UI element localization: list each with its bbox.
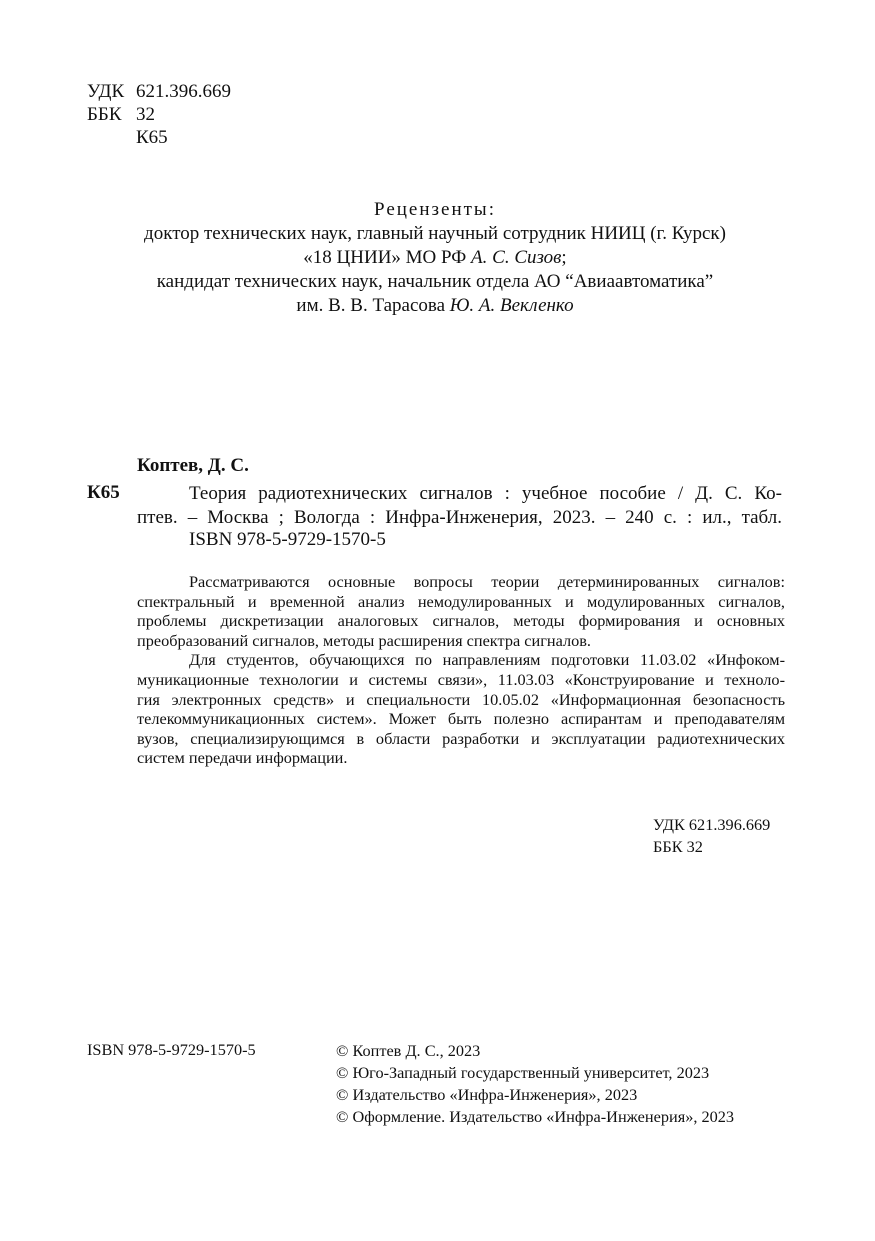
- catalog-line-2: [137, 506, 782, 530]
- catalog-word: 240: [625, 507, 654, 528]
- abstract-line: Рассматриваются основные вопросы теории детерминированных сигналов:: [189, 572, 785, 591]
- catalog-code: К65: [87, 482, 120, 503]
- copyright-line: © Юго-Западный государственный университет, 2023: [336, 1063, 710, 1082]
- catalog-word: –: [605, 507, 616, 528]
- reviewer-2-line-1: кандидат технических наук, начальник отдела АО “Авиаавтоматика”: [156, 271, 714, 292]
- reviewer-1-line-1: доктор технических наук, главный научный сотрудник НИИЦ (г. Курск): [144, 223, 726, 244]
- reviewer-1-line-2: [90, 246, 780, 270]
- catalog-word: ил.,: [702, 507, 732, 528]
- catalog-word: сигналов: [419, 483, 493, 504]
- bbk-value: 32: [136, 104, 155, 125]
- udk-right: УДК 621.396.669: [653, 815, 771, 834]
- catalog-word: Теория: [189, 483, 247, 504]
- udk-row: [87, 80, 231, 103]
- reviewer-1-affiliation: «18 ЦНИИ» МО РФ: [303, 247, 472, 268]
- bbk-row: [87, 103, 231, 126]
- catalog-isbn: ISBN 978-5-9729-1570-5: [189, 529, 386, 550]
- catalog-word: Д.: [695, 483, 713, 504]
- abstract-line: вузов, специализирующимся в области разработки и эксплуатации радиотехнических: [137, 728, 785, 748]
- catalog-word: Вологда: [293, 507, 360, 528]
- catalog-word: –: [187, 507, 198, 528]
- catalog-description: [137, 482, 782, 530]
- catalog-word: учебное: [521, 483, 588, 504]
- catalog-word: 2023.: [552, 507, 596, 528]
- abstract-line: Для студентов, обучающихся по направлениям подготовки 11.03.02 «Инфоком-: [189, 650, 785, 670]
- catalog-word: :: [687, 507, 693, 528]
- copyright-line: © Издательство «Инфра-Инженерия», 2023: [336, 1085, 638, 1104]
- catalog-word: Инфра-Инженерия,: [385, 507, 543, 528]
- abstract-line: проблемы дискретизации аналоговых сигналов, методы формирования и основных: [137, 611, 785, 631]
- udk-value: 621.396.669: [136, 81, 231, 102]
- reviewer-1-separator: ;: [561, 247, 567, 268]
- abstract-line: муникационные технологии и системы связи», 11.03.03 «Конструирование и техноло-: [137, 669, 785, 689]
- reviewer-2-affiliation: им. В. В. Тарасова: [296, 295, 450, 316]
- abstract-line: гия электронных средств» и специальности 10.05.02 «Информационная безопасность: [137, 689, 785, 709]
- catalog-word: ;: [278, 507, 284, 528]
- bbk-label: ББК: [87, 104, 122, 125]
- catalog-line-1: [137, 482, 782, 506]
- catalog-word: Ко-: [754, 483, 782, 504]
- author-mark: К65: [136, 127, 168, 148]
- classification-block: [87, 80, 231, 149]
- copyright-line: © Коптев Д. С., 2023: [336, 1041, 481, 1060]
- copyright-line: © Оформление. Издательство «Инфра-Инженерия», 2023: [336, 1107, 735, 1126]
- catalog-word: :: [504, 483, 510, 504]
- catalog-word: табл.: [741, 507, 782, 528]
- catalog-word: Москва: [207, 507, 269, 528]
- udk-label: УДК: [87, 81, 125, 102]
- catalog-word: С.: [724, 483, 743, 504]
- catalog-word: :: [369, 507, 376, 528]
- catalog-word: птев.: [137, 507, 178, 528]
- catalog-word: /: [677, 483, 684, 504]
- copyright-block: [336, 1040, 734, 1128]
- author-heading: Коптев, Д. С.: [137, 455, 249, 476]
- catalog-word: с.: [663, 507, 677, 528]
- abstract: [137, 572, 785, 768]
- abstract-line: систем передачи информации.: [137, 748, 348, 768]
- abstract-line: преобразований сигналов, методы расширения спектра сигналов.: [137, 630, 591, 650]
- reviewer-2-line-2: [90, 294, 780, 318]
- abstract-line: телекоммуникационных систем». Может быть полезно аспирантам и преподавателям: [137, 709, 785, 729]
- catalog-word: радиотехнических: [258, 483, 408, 504]
- reviewers-title: Рецензенты:: [374, 199, 496, 220]
- reviewer-2-name: Ю. А. Векленко: [449, 295, 574, 316]
- bbk-right: ББК 32: [653, 837, 703, 856]
- author-mark-row: [87, 126, 231, 149]
- bottom-isbn: ISBN 978-5-9729-1570-5: [87, 1040, 256, 1059]
- catalog-word: пособие: [599, 483, 666, 504]
- abstract-line: спектральный и временной анализ немодулированных и модулированных сигналов,: [137, 591, 785, 611]
- reviewers-block: [90, 198, 780, 318]
- reviewer-1-name: А. С. Сизов: [471, 247, 562, 268]
- classification-right: [653, 814, 770, 858]
